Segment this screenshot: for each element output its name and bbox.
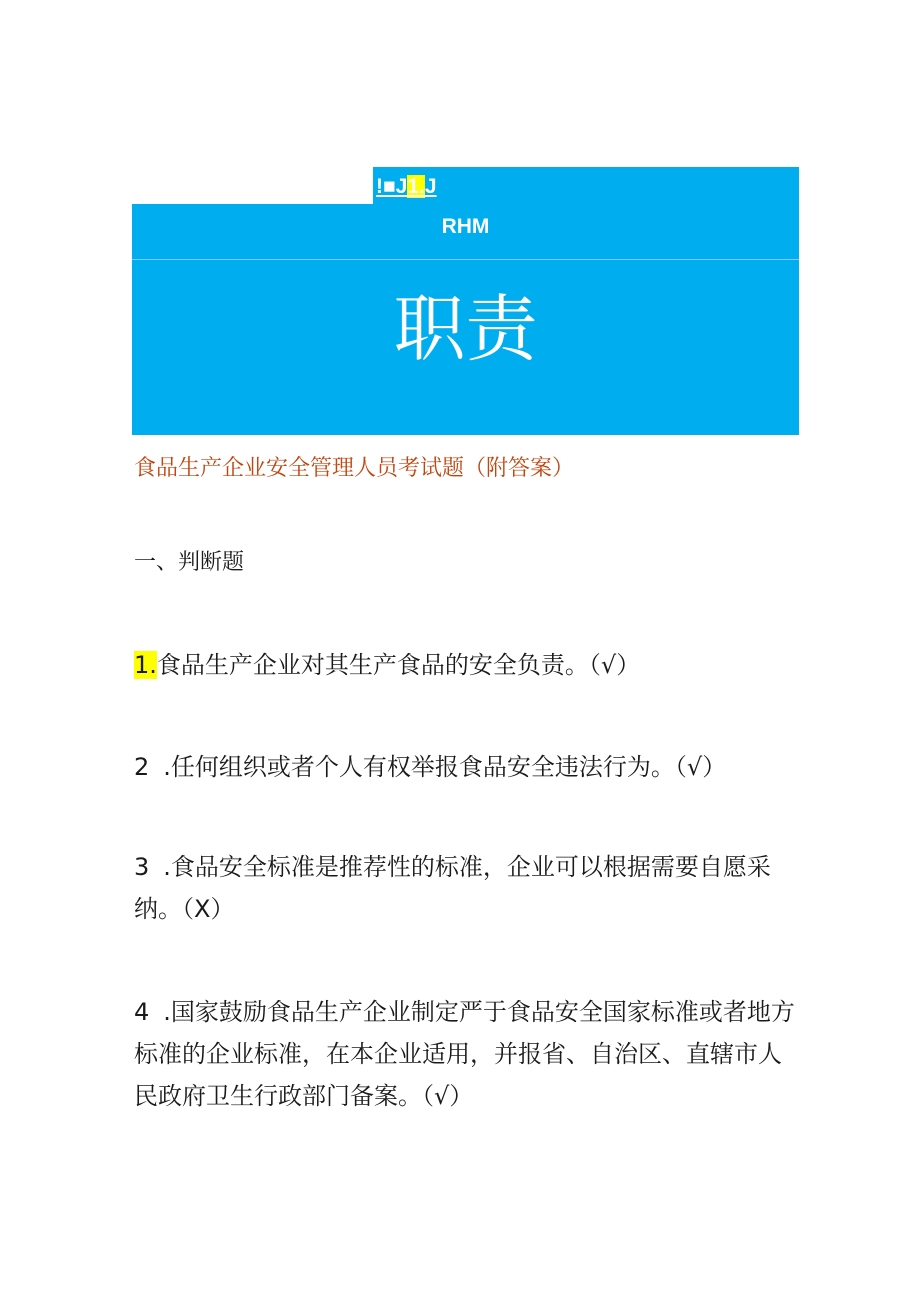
banner-top-text xyxy=(376,175,437,199)
question-3-number: 3 xyxy=(134,853,150,881)
question-4-number: 4 xyxy=(134,998,150,1026)
banner-main xyxy=(132,204,799,435)
banner-top-text-a: !■J xyxy=(376,175,408,198)
banner-subtitle: RHM xyxy=(441,215,490,238)
document-title: 食品生产企业安全管理人员考试题（附答案） xyxy=(134,456,575,481)
question-3-text: .食品安全标准是推荐性的标准，企业可以根据需要自愿采纳。（X） xyxy=(134,853,771,923)
banner-title: 职责 xyxy=(393,287,538,371)
banner-top-strip xyxy=(373,167,799,204)
question-3 xyxy=(134,846,799,930)
section-title: 一、判断题 xyxy=(134,550,245,575)
banner-divider xyxy=(132,259,799,260)
question-2-text: .任何组织或者个人有权举报食品安全违法行为。（√） xyxy=(163,753,727,781)
question-4-text: .国家鼓励食品生产企业制定严于食品安全国家标准或者地方标准的企业标准，在本企业适用，并报省、自治区、直辖市人民政府卫生行政部门备案。（√） xyxy=(134,998,795,1110)
banner-top-text-b: J xyxy=(424,175,437,198)
question-2-number: 2 xyxy=(134,753,150,781)
question-1-number: 1. xyxy=(134,651,157,679)
banner-top-highlight: 1. xyxy=(407,175,425,198)
question-4 xyxy=(134,991,799,1117)
question-1 xyxy=(134,644,799,686)
question-1-text: 食品生产企业对其生产食品的安全负责。（√） xyxy=(156,651,641,679)
question-2 xyxy=(134,746,799,788)
